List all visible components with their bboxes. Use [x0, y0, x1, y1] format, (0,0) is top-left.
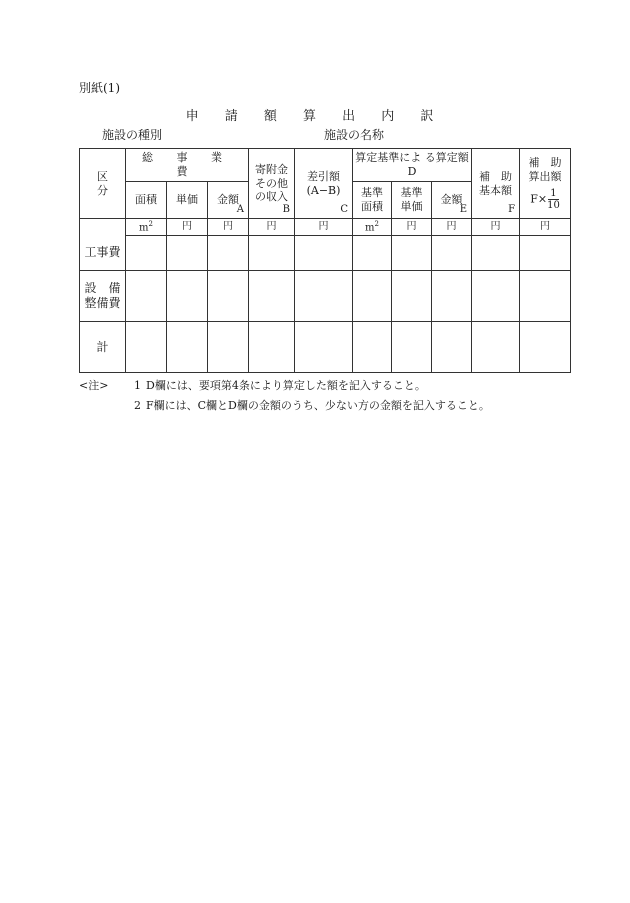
table-cell [432, 236, 472, 271]
note-2-text: F欄には、C欄とD欄の金額のうち、少ない方の金額を記入すること。 [146, 399, 490, 412]
table-cell [353, 236, 392, 271]
page-title: 申 請 額 算 出 内 訳 [185, 109, 445, 124]
table-cell [392, 322, 432, 373]
table-cell [295, 236, 353, 271]
table-cell [295, 271, 353, 322]
table-cell [520, 322, 571, 373]
amount-a-header: 金額 A [208, 182, 249, 219]
unit-yen: 円 [432, 219, 472, 236]
subsidy-base-header: 補 助 基本額 F [472, 149, 520, 219]
table-cell [126, 236, 167, 271]
row-label-total: 計 [80, 322, 126, 373]
one-tenth-fraction: $\frac{1}{10}$ [547, 187, 560, 211]
table-cell [472, 322, 520, 373]
unit-yen: 円 [392, 219, 432, 236]
standard-calculation-header: 算定基準によ る算定額 D [353, 149, 472, 182]
note-2: 2 F欄には、C欄とD欄の金額のうち、少ない方の金額を記入すること。 [79, 396, 490, 416]
table-cell [80, 219, 126, 236]
note-1-text: D欄には、要項第4条により算定した額を記入すること。 [146, 379, 426, 392]
standard-area-header: 基準 面積 [353, 182, 392, 219]
notes [79, 376, 490, 416]
unit-yen: 円 [167, 219, 208, 236]
table-cell [520, 271, 571, 322]
table-cell [167, 322, 208, 373]
standard-price-header: 基準 単価 [392, 182, 432, 219]
kubun-header: 区 分 [80, 149, 126, 219]
table-cell [353, 271, 392, 322]
table-cell [392, 236, 432, 271]
facility-name-label: 施設の名称 [324, 128, 385, 142]
table-cell [520, 236, 571, 271]
row-label-equipment: 設 備 整備費 [80, 271, 126, 322]
table-cell [353, 322, 392, 373]
subsidy-calc-header: 補 助 算出額 F× $\frac{1}{10}$ [520, 149, 571, 219]
row-label-construction: 工事費 [80, 236, 126, 271]
table-cell [432, 322, 472, 373]
table-cell [249, 271, 295, 322]
unit-yen: 円 [208, 219, 249, 236]
application-breakdown-table [79, 148, 571, 373]
total-project-cost-header: 総 事 業 費 [126, 149, 249, 182]
table-cell [126, 271, 167, 322]
document-reference: 別紙(1) [79, 81, 120, 95]
notes-heading: <注> [79, 379, 109, 392]
table-cell [167, 236, 208, 271]
unit-yen: 円 [520, 219, 571, 236]
area-header: 面積 [126, 182, 167, 219]
donation-header: 寄附金 その他 の収入 B [249, 149, 295, 219]
note-1: <注> 1 D欄には、要項第4条により算定した額を記入すること。 [79, 376, 490, 396]
unit-yen: 円 [295, 219, 353, 236]
table-cell [126, 322, 167, 373]
table-cell [208, 236, 249, 271]
amount-e-header: 金額 E [432, 182, 472, 219]
unit-m2: $m^2$ [353, 219, 392, 236]
table-cell [167, 271, 208, 322]
table-cell [249, 322, 295, 373]
table-cell [472, 271, 520, 322]
unit-yen: 円 [472, 219, 520, 236]
difference-header: 差引額 (A−B) C [295, 149, 353, 219]
facility-type-label: 施設の種別 [102, 128, 163, 142]
unit-m2: $m^2$ [126, 219, 167, 236]
table-cell [208, 322, 249, 373]
table-cell [208, 271, 249, 322]
unit-yen: 円 [249, 219, 295, 236]
table-cell [295, 322, 353, 373]
table-cell [432, 271, 472, 322]
table-cell [392, 271, 432, 322]
unit-price-header: 単価 [167, 182, 208, 219]
table-cell [249, 236, 295, 271]
table-cell [472, 236, 520, 271]
